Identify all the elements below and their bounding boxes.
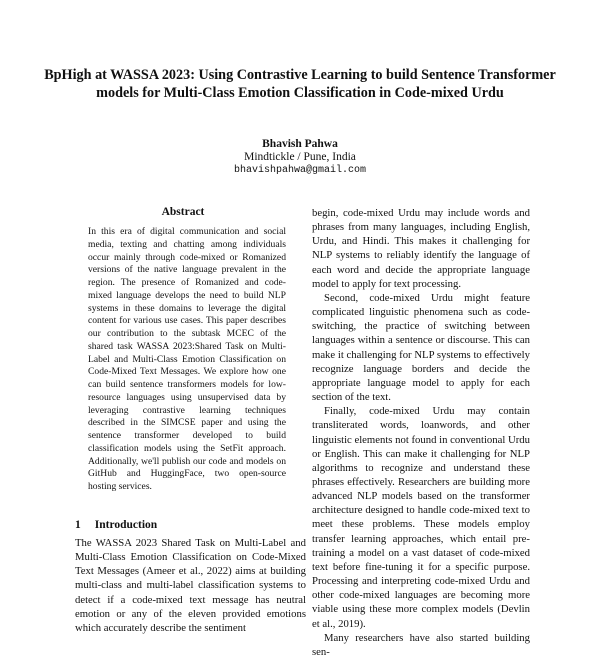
paragraph-3: Finally, code-mixed Urdu may contain transliterated words, loanwords, and other linguistic elements not found in conventional Urdu or English. This can make it challenging for NLP algorithms to recognize and understand these phrases effectively. Researchers are building more advanced NLP models based on the transformer architecture designed to handle code-mixed text to meet these problems. These models employ transfer learning approaches, which entail pre-training a model on a vast dataset of code-mixed text before fine-tuning it for a specific purpose. Processing and interpreting code-mixed Urdu and other code-mixed languages are becoming more viable using these more complex models (Devlin et al., 2019).: [312, 405, 530, 630]
section-number: 1: [75, 519, 81, 531]
right-column: [312, 206, 530, 659]
introduction-paragraph: The WASSA 2023 Shared Task on Multi-Label and Multi-Class Emotion Classification on Code-Mixed Text Messages (Ameer et al., 2022) aims at building multi-class and multi-label classification systems to detect if a code-mixed text message has neutral emotion or any of the eleven provided emotions which accurately describe the sentiment: [75, 537, 306, 634]
introduction-body: [75, 536, 306, 635]
paragraph-4: Many researchers have also started building sen-: [312, 631, 530, 658]
paragraph-2: Second, code-mixed Urdu might feature complicated linguistic phenomena such as code-switching, the practice of switching between languages within a sentence or discourse. This can make it challenging for NLP systems to effectively recognize language borders and decide the appropriate language model to apply for each section of the text.: [312, 291, 530, 404]
paper-title: BpHigh at WASSA 2023: Using Contrastive Learning to build Sentence Transformer models for Multi-Class Emotion Classification in Code-mixed Urdu: [44, 67, 556, 101]
paragraph-1: begin, code-mixed Urdu may include words and phrases from many languages, including English, Urdu, and Hindi. This makes it challenging for NLP systems to reliably identify the language of each word and decide the appropriate language model to apply for text processing.: [312, 207, 530, 290]
abstract-heading: Abstract: [161, 206, 205, 218]
section-heading-introduction: [75, 518, 305, 532]
abstract-text: In this era of digital communication and social media, texting and chatting among individuals occur mainly through code-mixed or Romanized versions of the native language prevalent in the region. The presence of Romanized and code-mixed language develops the need to build NLP systems in these domains to leverage the digital content for various use cases. This paper describes our contribution to the subtask MCEC of the shared task WASSA 2023:Shared Task on Multi-Label and Multi-Class Emotion Classification on Code-Mixed Text Messages. We explore how one can build sentence transformers models for low-resource languages using unsupervised data by leveraging contrastive learning techniques described in the SIMCSE paper and using the sentence transformer developed to build classification models using the SetFit approach. Additionally, we'll publish our code and models on GitHub and HuggingFace, two open-source hosting services.: [88, 226, 286, 492]
author-email: bhavishpahwa@gmail.com: [233, 165, 367, 176]
abstract-body: [88, 226, 286, 494]
author-name: Bhavish Pahwa: [262, 138, 338, 150]
author-affiliation: Mindtickle / Pune, India: [244, 151, 356, 163]
section-title: Introduction: [94, 519, 158, 531]
